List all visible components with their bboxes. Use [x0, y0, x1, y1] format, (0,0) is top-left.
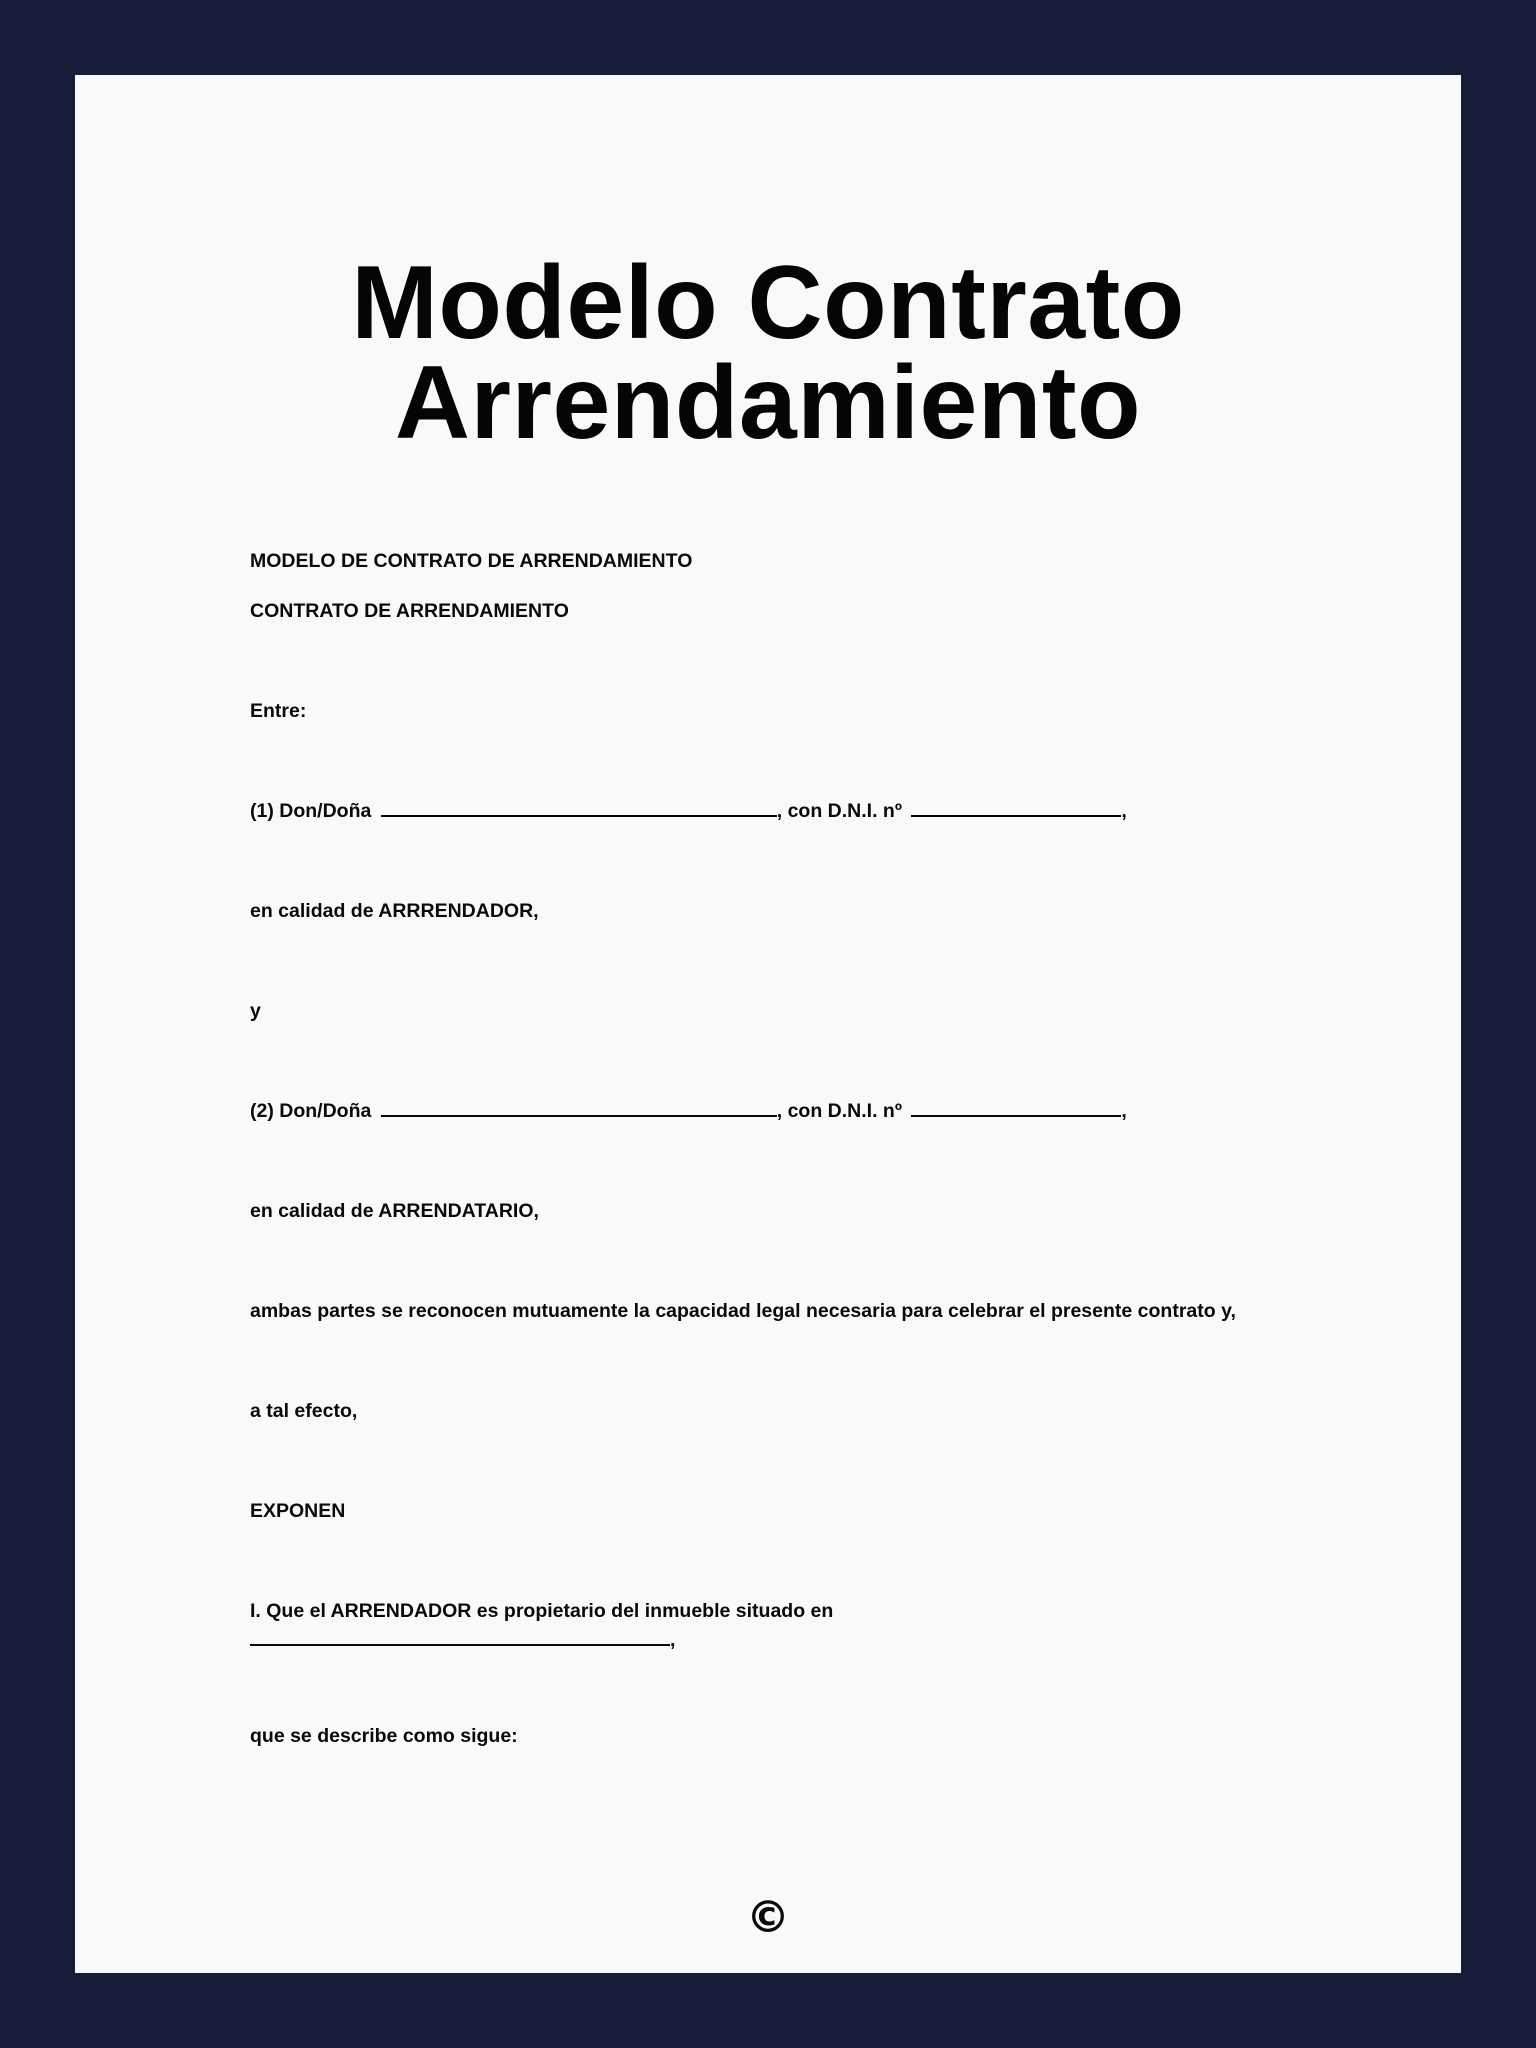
- describe-statement: que se describe como sigue:: [250, 1725, 518, 1747]
- party-2-prefix: (2) Don/Doña: [250, 1100, 372, 1122]
- party-1-suffix: ,: [1121, 800, 1127, 822]
- property-address-blank: [250, 1643, 670, 1646]
- title-line-1: Modelo Contrato: [351, 245, 1185, 361]
- and-label: y: [250, 1000, 261, 1022]
- between-label: Entre:: [250, 700, 307, 722]
- party-1-line: [250, 797, 1127, 826]
- party-1-dni-blank: [911, 814, 1121, 817]
- party-2-role: en calidad de ARRENDATARIO,: [250, 1200, 539, 1222]
- document-title: [75, 245, 1461, 461]
- clause-1: I. Que el ARRENDADOR es propietario del inmueble situado en: [250, 1600, 834, 1622]
- exponen-heading: EXPONEN: [250, 1500, 346, 1522]
- party-1-prefix: (1) Don/Doña: [250, 800, 372, 822]
- party-1-name-blank: [381, 814, 777, 817]
- party-2-name-blank: [381, 1114, 777, 1117]
- party-2-suffix: ,: [1121, 1100, 1127, 1122]
- heading-model: MODELO DE CONTRATO DE ARRENDAMIENTO: [250, 550, 693, 572]
- clause-1-address-line: [250, 1626, 675, 1655]
- party-1-role: en calidad de ARRRENDADOR,: [250, 900, 539, 922]
- heading-contract: CONTRATO DE ARRENDAMIENTO: [250, 600, 569, 622]
- document-page: [75, 75, 1461, 1973]
- party-2-line: [250, 1097, 1127, 1126]
- party-1-dni-label: , con D.N.I. nº: [776, 800, 902, 822]
- capacity-statement: ambas partes se reconocen mutuamente la capacidad legal necesaria para celebrar el presente contrato y,: [250, 1300, 1236, 1322]
- effect-statement: a tal efecto,: [250, 1400, 358, 1422]
- title-line-2: Arrendamiento: [394, 345, 1142, 461]
- party-2-dni-blank: [911, 1114, 1121, 1117]
- party-2-dni-label: , con D.N.I. nº: [776, 1100, 902, 1122]
- clause-1-suffix: ,: [670, 1629, 676, 1651]
- copyright-icon: ©: [746, 1892, 790, 1943]
